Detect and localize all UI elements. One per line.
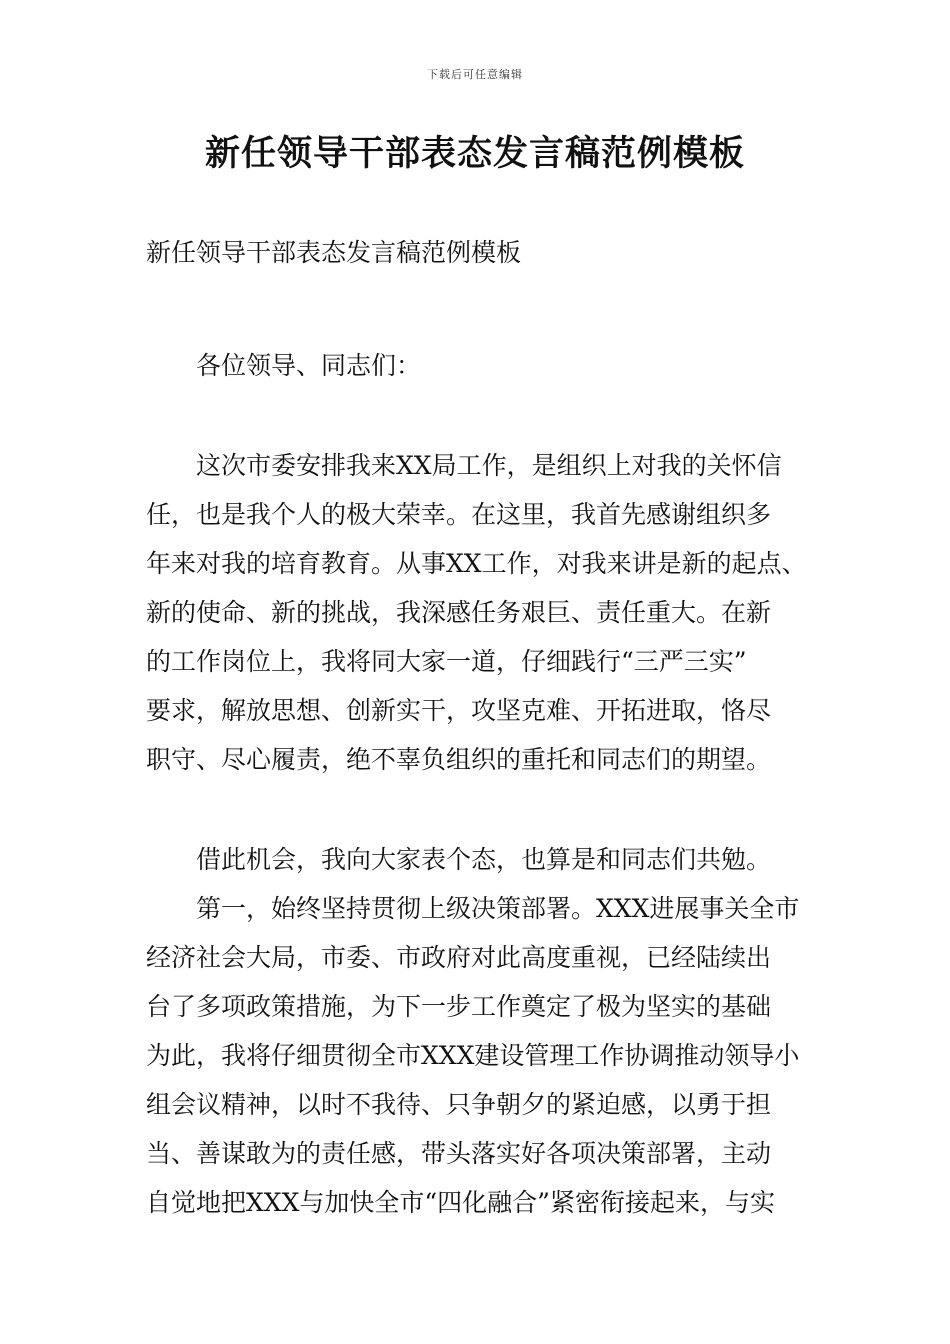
paragraph-line: 职守、尽心履责，绝不辜负组织的重托和同志们的期望。 [146,745,772,774]
paragraph-line: 台了多项政策措施，为下一步工作奠定了极为坚实的基础 [146,992,772,1021]
paragraph-line: 第一，始终坚持贯彻上级决策部署。XXX进展事关全市 [196,894,800,923]
greeting: 各位领导、同志们： [196,351,422,380]
paragraph-line: 这次市委安排我来XX局工作，是组织上对我的关怀信 [196,451,782,480]
paragraph-line: 为此，我将仔细贯彻全市XXX建设管理工作协调推动领导小 [146,1041,800,1070]
paragraph-1 [146,441,826,784]
subtitle: 新任领导干部表态发言稿范例模板 [146,238,522,267]
paragraph-line: 要求，解放思想、创新实干，攻坚克难、开拓进取，恪尽 [146,696,772,725]
document-body [146,228,826,1227]
paragraph-line: 经济社会大局，市委、市政府对此高度重视，已经陆续出 [146,943,772,972]
paragraph-line: 的工作岗位上，我将同大家一道，仔细践行“三严三实” [146,647,747,676]
blank-line [146,277,826,326]
document-title: 新任领导干部表态发言稿范例模板 [204,134,745,174]
paragraph-line: 新的使命、新的挑战，我深感任务艰巨、责任重大。在新 [146,598,772,627]
paragraph-line: 组会议精神，以时不我待、只争朝夕的紧迫感，以勇于担 [146,1090,772,1119]
blank-line [146,784,826,833]
header-note: 下载后可任意编辑 [427,68,523,81]
paragraph-3 [146,884,826,1227]
paragraph-line: 当、善谋敢为的责任感，带头落实好各项决策部署，主动 [146,1139,772,1168]
paragraph-line: 年来对我的培育教育。从事XX工作，对我来讲是新的起点、 [146,549,807,578]
paragraph-line: 自觉地把XXX与加快全市“四化融合”紧密衔接起来，与实 [146,1188,775,1217]
paragraph-2: 借此机会，我向大家表个态，也算是和同志们共勉。 [196,845,772,874]
paragraph-line: 任，也是我个人的极大荣幸。在这里，我首先感谢组织多 [146,500,772,529]
blank-line [146,390,826,439]
